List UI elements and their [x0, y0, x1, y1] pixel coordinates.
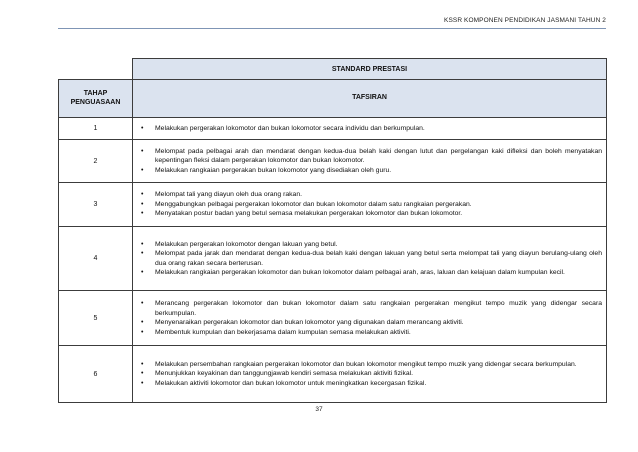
level-cell: 6: [59, 346, 133, 403]
criteria-item: • Melompat tali yang diayun oleh dua orang rakan.: [141, 190, 602, 200]
criteria-list: [141, 147, 602, 176]
description-cell: [133, 227, 607, 291]
criteria-item: • Melakukan rangkaian pergerakan bukan lokomotor yang disediakan oleh guru.: [141, 166, 602, 176]
description-cell: [133, 140, 607, 183]
criteria-list: [141, 190, 602, 219]
criteria-item: • Menyatakan postur badan yang betul semasa melakukan pergerakan lokomotor dan bukan lokomotor.: [141, 209, 602, 219]
header-divider: [58, 28, 606, 29]
table-row: [59, 183, 607, 227]
criteria-item: • Membentuk kumpulan dan bekerjasama dalam kumpulan semasa melakukan aktiviti.: [141, 328, 602, 338]
criteria-item: • Menunjukkan keyakinan dan tanggungjawab kendiri semasa melakukan aktiviti fizikal.: [141, 369, 602, 379]
level-cell: 4: [59, 227, 133, 291]
criteria-list: [141, 124, 602, 134]
level-cell: 5: [59, 291, 133, 346]
criteria-list: [141, 299, 602, 337]
table-body: [59, 118, 607, 403]
table-banner: STANDARD PRESTASI: [133, 59, 607, 80]
table-row: [59, 227, 607, 291]
column-header-level: TAHAP PENGUASAAN: [59, 80, 133, 118]
criteria-item: • Melakukan aktiviti lokomotor dan bukan lokomotor untuk meningkatkan kecergasan fizikal.: [141, 379, 602, 389]
criteria-item: • Melakukan rangkaian pergerakan lokomotor dan bukan lokomotor dalam pelbagai arah, aras, laluan dan kelajuan dalam kumpulan kecil.: [141, 268, 602, 278]
table-row: [59, 291, 607, 346]
criteria-list: [141, 240, 602, 278]
description-cell: [133, 291, 607, 346]
page-number: 37: [315, 406, 323, 413]
table-row: [59, 118, 607, 140]
level-cell: 2: [59, 140, 133, 183]
criteria-item: • Menyenaraikan pergerakan lokomotor dan bukan lokomotor yang digunakan dalam merancang aktiviti.: [141, 318, 602, 328]
criteria-item: • Melakukan persembahan rangkaian pergerakan lokomotor dan bukan lokomotor mengikut tempo muzik yang didengar secara berkumpulan.: [141, 360, 602, 370]
criteria-item: • Melompat pada pelbagai arah dan mendarat dengan kedua-dua belah kaki dengan lutut dan pergelangan kaki difleksi dan boleh menyatakan kepentingan fleksi dalam pergerakan lokomotor dan bukan lokomotor.: [141, 147, 602, 166]
description-cell: [133, 183, 607, 227]
level-cell: 3: [59, 183, 133, 227]
table-row: [59, 140, 607, 183]
criteria-item: • Melakukan pergerakan lokomotor dan bukan lokomotor secara individu dan berkumpulan.: [141, 124, 602, 134]
criteria-item: • Merancang pergerakan lokomotor dan bukan lokomotor dalam satu rangkaian pergerakan mengikut tempo muzik yang didengar secara berkumpulan.: [141, 299, 602, 318]
column-header-description: TAFSIRAN: [133, 80, 607, 118]
table-corner-cell: [59, 59, 133, 80]
description-cell: [133, 346, 607, 403]
criteria-item: • Menggabungkan pelbagai pergerakan lokomotor dan bukan lokomotor dalam satu rangkaian pergerakan.: [141, 200, 602, 210]
standard-prestasi-table: [58, 58, 607, 403]
criteria-list: [141, 360, 602, 389]
criteria-item: • Melakukan pergerakan lokomotor dengan lakuan yang betul.: [141, 240, 602, 250]
description-cell: [133, 118, 607, 140]
table-row: [59, 346, 607, 403]
document-header: KSSR KOMPONEN PENDIDIKAN JASMANI TAHUN 2: [444, 17, 606, 24]
criteria-item: • Melompat pada jarak dan mendarat dengan kedua-dua belah kaki dengan lakuan yang betul serta melompat tali yang diayun berulang-ulang oleh dua orang rakan secara berterusan.: [141, 249, 602, 268]
level-cell: 1: [59, 118, 133, 140]
